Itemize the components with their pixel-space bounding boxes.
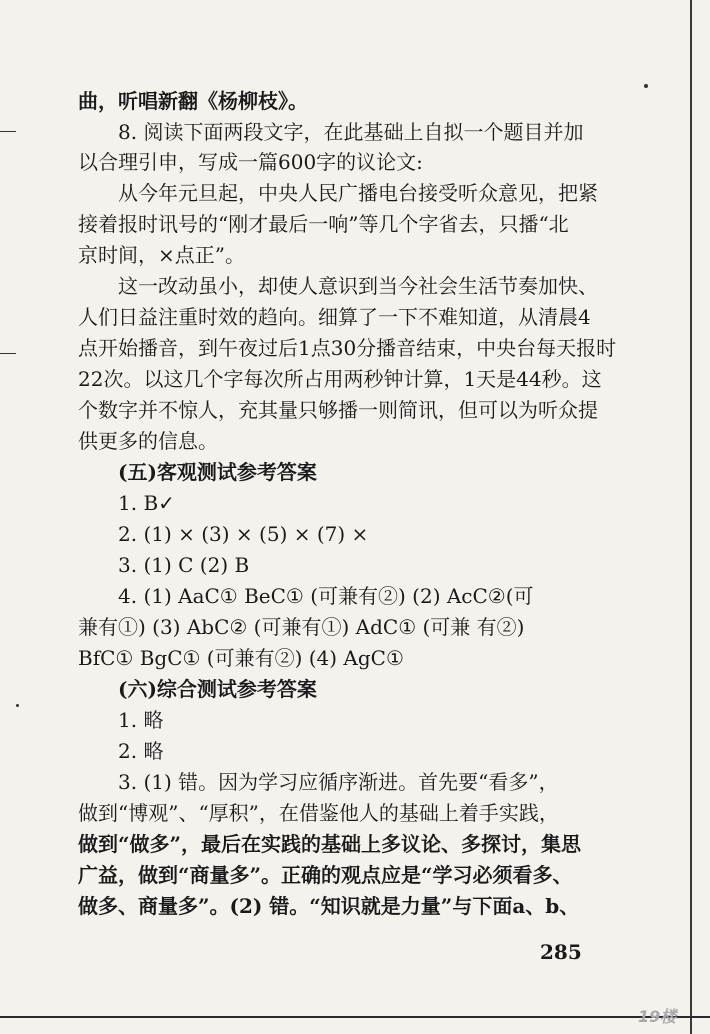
text-line: 广益，做到“商量多”。正确的观点应是“学习必须看多、 (78, 863, 573, 887)
text-line: 做到“做多”，最后在实践的基础上多议论、多探讨，集思 (78, 832, 582, 856)
text-line: 人们日益注重时效的趋向。细算了一下不难知道，从清晨4 (78, 305, 591, 329)
text-line: 从今年元旦起，中央人民广播电台接受听众意见，把紧 (118, 181, 598, 205)
text-line: 接着报时讯号的“刚才最后一响”等几个字省去，只播“北 (78, 212, 569, 236)
margin-mark (0, 353, 16, 354)
text-line: 4. (1) AaC① BeC① (可兼有②) (2) AcC②(可 (118, 584, 534, 608)
text-line: 1. 略 (118, 708, 164, 732)
margin-mark (0, 131, 16, 132)
text-line: 个数字并不惊人，充其量只够播一则简讯，但可以为听众提 (78, 398, 598, 422)
text-line: 做到“博观”、“厚积”，在借鉴他人的基础上着手实践， (78, 801, 559, 825)
speck (16, 704, 19, 707)
text-line: 以合理引申，写成一篇600字的议论文: (78, 150, 423, 174)
text-line: 1. B✓ (118, 491, 175, 515)
text-line: 供更多的信息。 (78, 429, 218, 453)
text-line: 兼有①) (3) AbC② (可兼有①) AdC① (可兼 有②) (78, 615, 525, 639)
text-line: 这一改动虽小，却使人意识到当今社会生活节奏加快、 (118, 274, 598, 298)
page-number: 285 (540, 940, 582, 964)
text-line: BfC① BgC① (可兼有②) (4) AgC① (78, 646, 404, 670)
text-line: 2. (1) × (3) × (5) × (7) × (118, 522, 369, 546)
text-line: 点开始播音，到午夜过后1点30分播音结束，中央台每天报时 (78, 336, 617, 360)
watermark-logo: 19楼 (638, 1007, 677, 1026)
text-line: 2. 略 (118, 739, 164, 763)
bottom-border-line (0, 1016, 710, 1018)
text-line: 曲，听唱新翻《杨柳枝》。 (78, 89, 308, 113)
text-line: 8. 阅读下面两段文字，在此基础上自拟一个题目并加 (118, 120, 584, 144)
text-line: 做多、商量多”。(2) 错。“知识就是力量”与下面a、b、 (78, 894, 580, 918)
text-line: 3. (1) 错。因为学习应循序渐进。首先要“看多”， (118, 770, 559, 794)
section-heading: (六)综合测试参考答案 (118, 677, 317, 701)
right-border-line (690, 0, 692, 1034)
section-heading: (五)客观测试参考答案 (118, 460, 317, 484)
speck (644, 84, 648, 88)
text-line: 3. (1) C (2) B (118, 553, 250, 577)
text-line: 22次。以这几个字每次所占用两秒钟计算，1天是44秒。这 (78, 367, 602, 391)
text-line: 京时间，×点正”。 (78, 243, 245, 267)
